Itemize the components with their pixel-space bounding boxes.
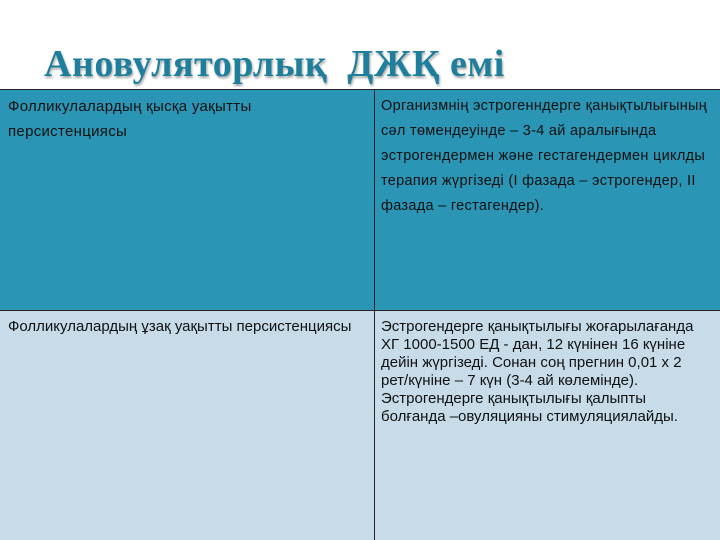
treatment-cell: Эстрогендерге қанықтылығы жоғарылағанда ХГ 1000-1500 ЕД - дан, 12 күнінен 16 күніне дейін жүргізеді. Сонан соң прегнин 0,01 х 2 рет/күніне – 7 күн (3-4 ай көлемінде). Эстрогендерге қанықтылығы қалыпты болғанда –овуляцияны стимуляциялайды. xyxy=(381,318,694,425)
slide-title: Ановуляторлық ДЖҚ емі xyxy=(44,43,505,85)
treatment-cell: Организмнің эстрогенндерге қанықтылығының сәл төмендеуінде – 3-4 ай аралығында эстрогендермен және гестагендермен циклды терапия жүргізеді (I фазада – эстрогендер, II фазада – гестагендер). xyxy=(381,98,708,214)
condition-cell: Фолликулалардың ұзақ уақытты персистенциясы xyxy=(0,311,375,540)
table-row xyxy=(0,311,720,540)
condition-cell: Фолликулалардың қысқа уақытты персистенциясы xyxy=(0,90,375,310)
treatment-table xyxy=(0,89,720,540)
table-row xyxy=(0,89,720,311)
